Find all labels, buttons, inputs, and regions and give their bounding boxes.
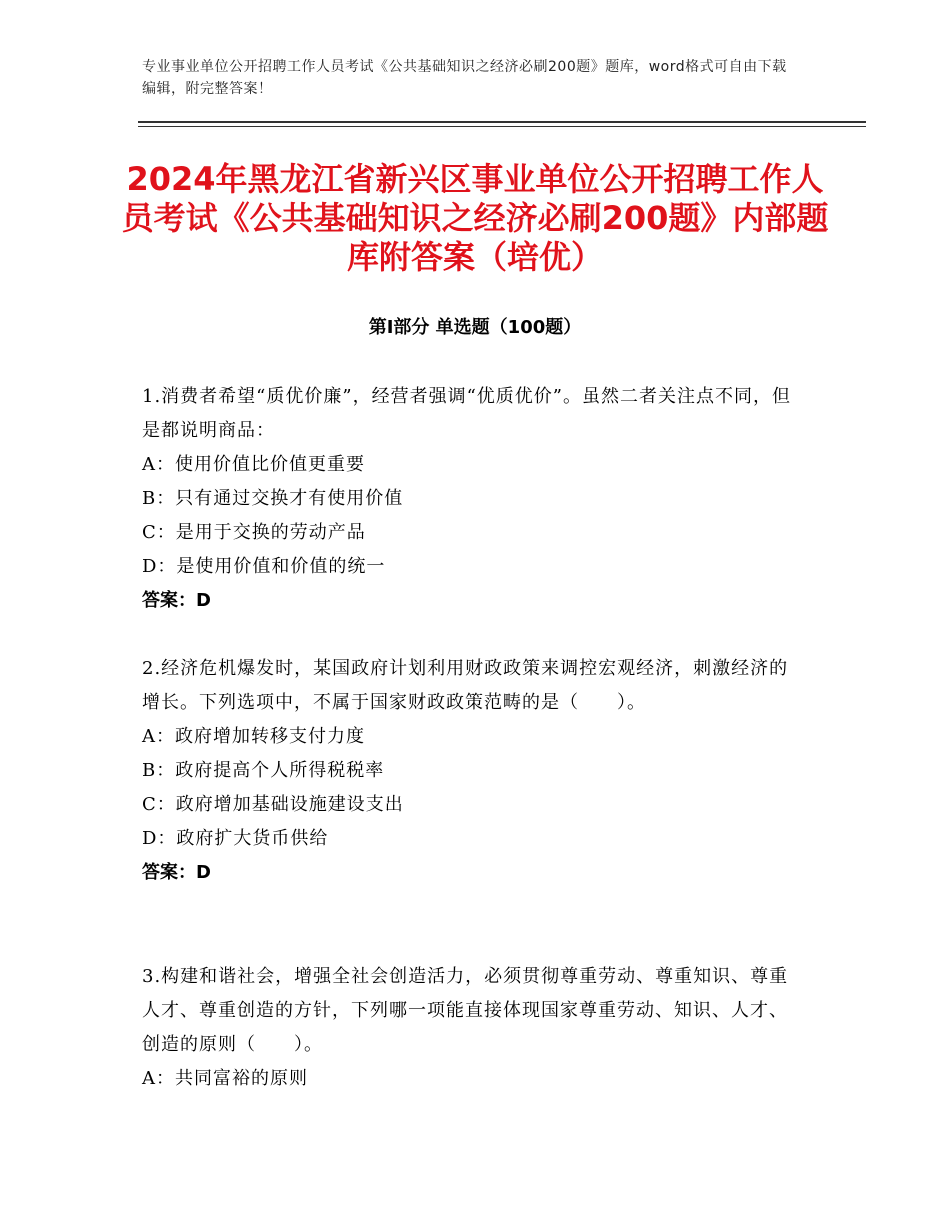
answer: 答案：D: [142, 590, 211, 611]
question-2: [142, 652, 802, 890]
option-a: A：使用价值比价值更重要: [142, 454, 365, 475]
document-title: 2024年黑龙江省新兴区事业单位公开招聘工作人员考试《公共基础知识之经济必刷200题》内部题库附答案（培优）: [121, 160, 829, 276]
option-c: C：是用于交换的劳动产品: [142, 522, 366, 543]
header-divider-thick: [138, 121, 866, 123]
option-c: C：政府增加基础设施建设支出: [142, 794, 404, 815]
option-d: D：政府扩大货币供给: [142, 828, 329, 849]
option-a: A：共同富裕的原则: [142, 1068, 308, 1089]
question-1: [142, 380, 802, 618]
answer: 答案：D: [142, 862, 211, 883]
question-stem: 2.经济危机爆发时，某国政府计划利用财政政策来调控宏观经济，刺激经济的增长。下列选项中，不属于国家财政政策范畴的是（ ）。: [142, 658, 789, 713]
header-divider-thin: [138, 126, 866, 127]
option-d: D：是使用价值和价值的统一: [142, 556, 386, 577]
option-a: A：政府增加转移支付力度: [142, 726, 365, 747]
question-stem: 3.构建和谐社会，增强全社会创造活力，必须贯彻尊重劳动、尊重知识、尊重人才、尊重创造的方针，下列哪一项能直接体现国家尊重劳动、知识、人才、创造的原则（ ）。: [142, 966, 789, 1055]
header-note: 专业事业单位公开招聘工作人员考试《公共基础知识之经济必刷200题》题库，word格式可自由下载编辑，附完整答案！: [142, 59, 787, 97]
option-b: B：政府提高个人所得税税率: [142, 760, 385, 781]
question-stem: 1.消费者希望“质优价廉”，经营者强调“优质优价”。虽然二者关注点不同，但是都说明商品：: [142, 386, 791, 441]
section-title: 第Ⅰ部分 单选题（100题）: [368, 317, 582, 338]
question-3: [142, 960, 802, 1096]
option-b: B：只有通过交换才有使用价值: [142, 488, 404, 509]
